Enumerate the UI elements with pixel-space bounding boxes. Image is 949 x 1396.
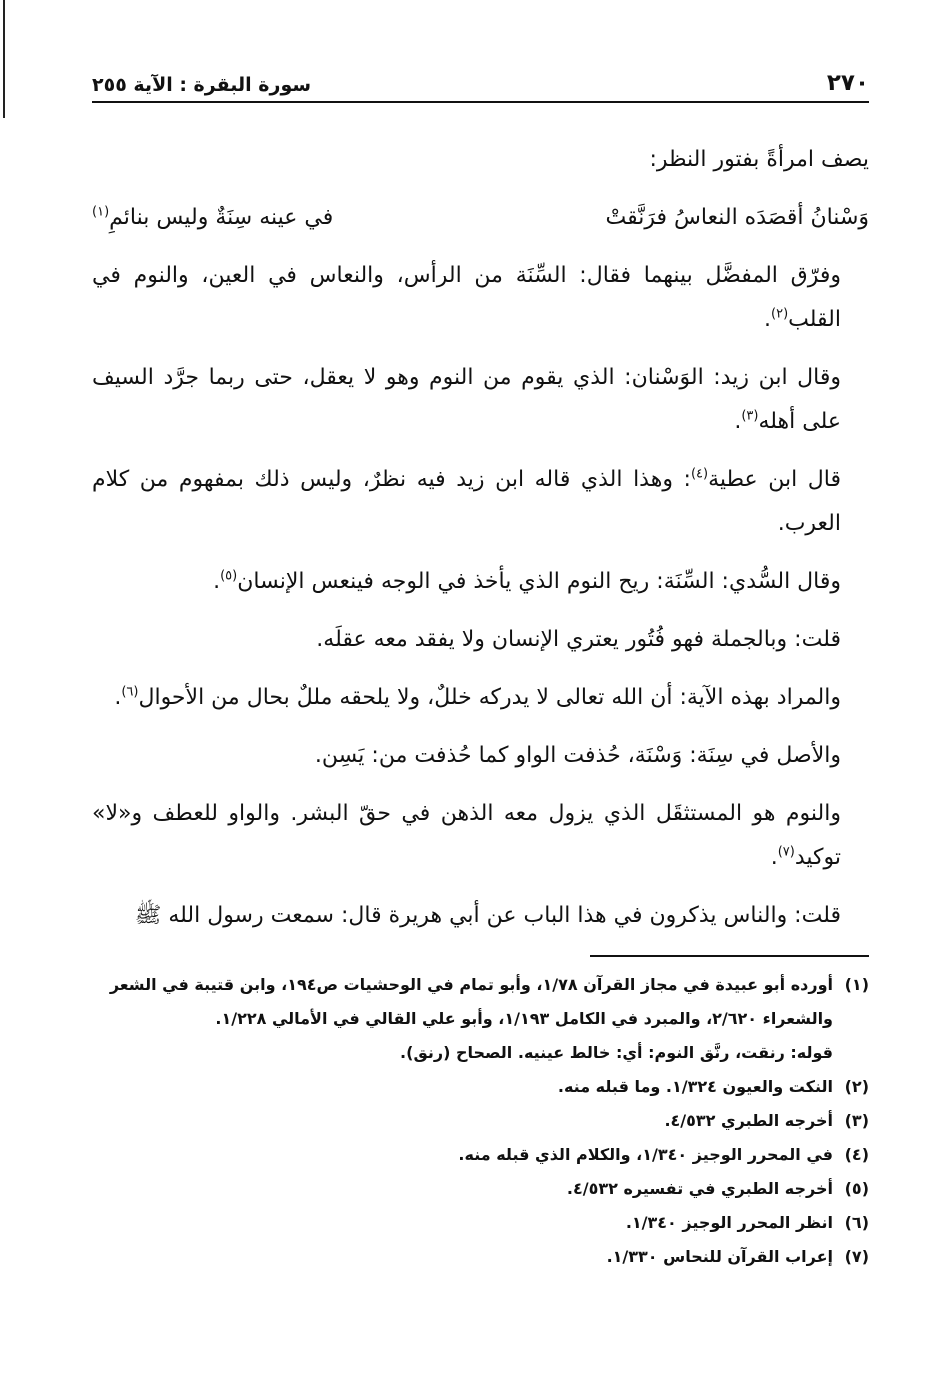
paragraph-1 — [92, 138, 869, 182]
footnote-text: النكت والعيون ١/٣٢٤. وما قبله منه. — [557, 1077, 833, 1096]
paragraph-8 — [92, 734, 869, 778]
paragraph-2-text: وفرّق المفضَّل بينهما فقال: السِّنَة من الرأس، والنعاس في العين، والنوم في القلب — [92, 263, 841, 332]
footnote-number: (٥) — [844, 1179, 869, 1198]
footnote-text: أورده أبو عبيدة في مجاز القرآن ١/٧٨، وأبو تمام في الوحشيات ص١٩٤، وابن قتيبة في الشعر والشعراء ٢/٦٢٠، والمبرد في الكامل ١/١٩٣، وأبو علي القالي في الأمالي ١/٢٢٨. — [109, 975, 833, 1028]
footnote-ref-6: (٦) — [121, 684, 139, 700]
footnote-text: انظر المحرر الوجيز ١/٣٤٠. — [625, 1213, 833, 1232]
header-rule — [92, 101, 869, 103]
footnote-ref-4: (٤) — [690, 466, 709, 482]
footnote-4 — [92, 1138, 869, 1172]
footnote-number: (١) — [844, 975, 869, 994]
footnote-text: أخرجه الطبري في تفسيره ٤/٥٣٢. — [566, 1179, 833, 1198]
verse-second-hemistich — [92, 196, 333, 240]
footnote-number: (٧) — [844, 1247, 869, 1266]
footnote-1 — [92, 968, 869, 1036]
paragraph-7: والمراد بهذه الآية: أن الله تعالى لا يدركه خللٌ، ولا يلحقه مللٌ بحال من الأحوال$^{(٦)}$. — [114, 684, 841, 710]
paragraph-6 — [92, 618, 869, 662]
paragraph-5-text: وقال السُّدي: السِّنَة: ريح النوم الذي يأخذ في الوجه فينعس الإنسان — [237, 569, 841, 594]
verse-second-text: في عينه سِنَةٌ وليس بنائمِ — [109, 205, 334, 230]
page-header — [92, 62, 869, 96]
page-number: ٢٧٠ — [826, 70, 869, 96]
paragraph-8-text: والأصل في سِنَة: وَسْنَة، حُذفت الواو كما حُذفت من: يَسِن. — [314, 743, 841, 768]
paragraph-3: وقال ابن زيد: الوَسْنان: الذي يقوم من النوم وهو لا يعقل، حتى ربما جرَّد السيف على أهله$^{(٣)}$. — [92, 365, 841, 434]
footnote-ref-2: (٢) — [771, 306, 789, 322]
footnote-3 — [92, 1104, 869, 1138]
poetry-verse — [92, 196, 869, 240]
paragraph-5: وقال السُّدي: السِّنَة: ريح النوم الذي يأخذ في الوجه فينعس الإنسان$^{(٥)}$. — [213, 568, 841, 594]
footnote-ref-7: (٧) — [777, 844, 795, 860]
footnote-separator — [590, 955, 869, 957]
paragraph-4-text-b: : وهذا الذي قاله ابن زيد فيه نظرٌ، وليس ذلك بمفهوم من كلام العرب. — [92, 467, 841, 536]
footnote-number: (٣) — [844, 1111, 869, 1130]
footnote-number: (٦) — [844, 1213, 869, 1232]
paragraph-10 — [92, 894, 869, 938]
footnote-text: إعراب القرآن للنحاس ١/٣٣٠. — [606, 1247, 833, 1266]
footnote-6 — [92, 1206, 869, 1240]
footnotes — [92, 968, 869, 1274]
running-title: سورة البقرة : الآية ٢٥٥ — [92, 74, 312, 96]
paragraph-1-text: يصف امرأةً بفتور النظر: — [649, 147, 869, 172]
footnote-5 — [92, 1172, 869, 1206]
paragraph-10-text: قلت: والناس يذكرون في هذا الباب عن أبي هريرة قال: سمعت رسول الله ﷺ — [134, 903, 841, 928]
main-text — [92, 138, 869, 952]
footnote-7 — [92, 1240, 869, 1274]
footnote-text: في المحرر الوجيز ١/٣٤٠، والكلام الذي قبله منه. — [458, 1145, 833, 1164]
footnote-number: (٤) — [844, 1145, 869, 1164]
footnote-number: (٢) — [844, 1077, 869, 1096]
paragraph-3-text: وقال ابن زيد: الوَسْنان: الذي يقوم من النوم وهو لا يعقل، حتى ربما جرَّد السيف على أهله — [92, 365, 841, 434]
footnote-text: قوله: رنقت، رنَّق النوم: أي: خالط عينيه. الصحاح (رنق). — [400, 1043, 833, 1062]
paragraph-6-text: قلت: وبالجملة فهو فُتُور يعتري الإنسان ولا يفقد معه عقلَه. — [316, 627, 841, 652]
page-edge-line — [3, 0, 5, 118]
verse-first-hemistich: وَسْنانُ أقصَدَه النعاسُ فرَنَّقتْ — [605, 205, 869, 230]
paragraph-4-text-a: قال ابن عطية — [708, 467, 842, 492]
footnote-text: أخرجه الطبري ٤/٥٣٢. — [664, 1111, 833, 1130]
footnote-ref-5: (٥) — [220, 568, 238, 584]
footnote-ref-3: (٣) — [741, 408, 759, 424]
paragraph-2: وفرّق المفضَّل بينهما فقال: السِّنَة من الرأس، والنعاس في العين، والنوم في القلب$^{(٢)}$. — [92, 263, 841, 332]
paragraph-4 — [92, 458, 869, 546]
footnote-2 — [92, 1070, 869, 1104]
paragraph-7-text: والمراد بهذه الآية: أن الله تعالى لا يدركه خللٌ، ولا يلحقه مللٌ بحال من الأحوال — [138, 685, 841, 710]
footnote-1-continuation — [92, 1036, 869, 1070]
paragraph-9-text: والنوم هو المستثقَل الذي يزول معه الذهن في حقّ البشر. والواو للعطف و«لا» توكيد — [92, 801, 841, 870]
footnote-ref-1: (١) — [92, 204, 110, 220]
paragraph-9: والنوم هو المستثقَل الذي يزول معه الذهن في حقّ البشر. والواو للعطف و«لا» توكيد$^{(٧)}$. — [92, 801, 841, 870]
